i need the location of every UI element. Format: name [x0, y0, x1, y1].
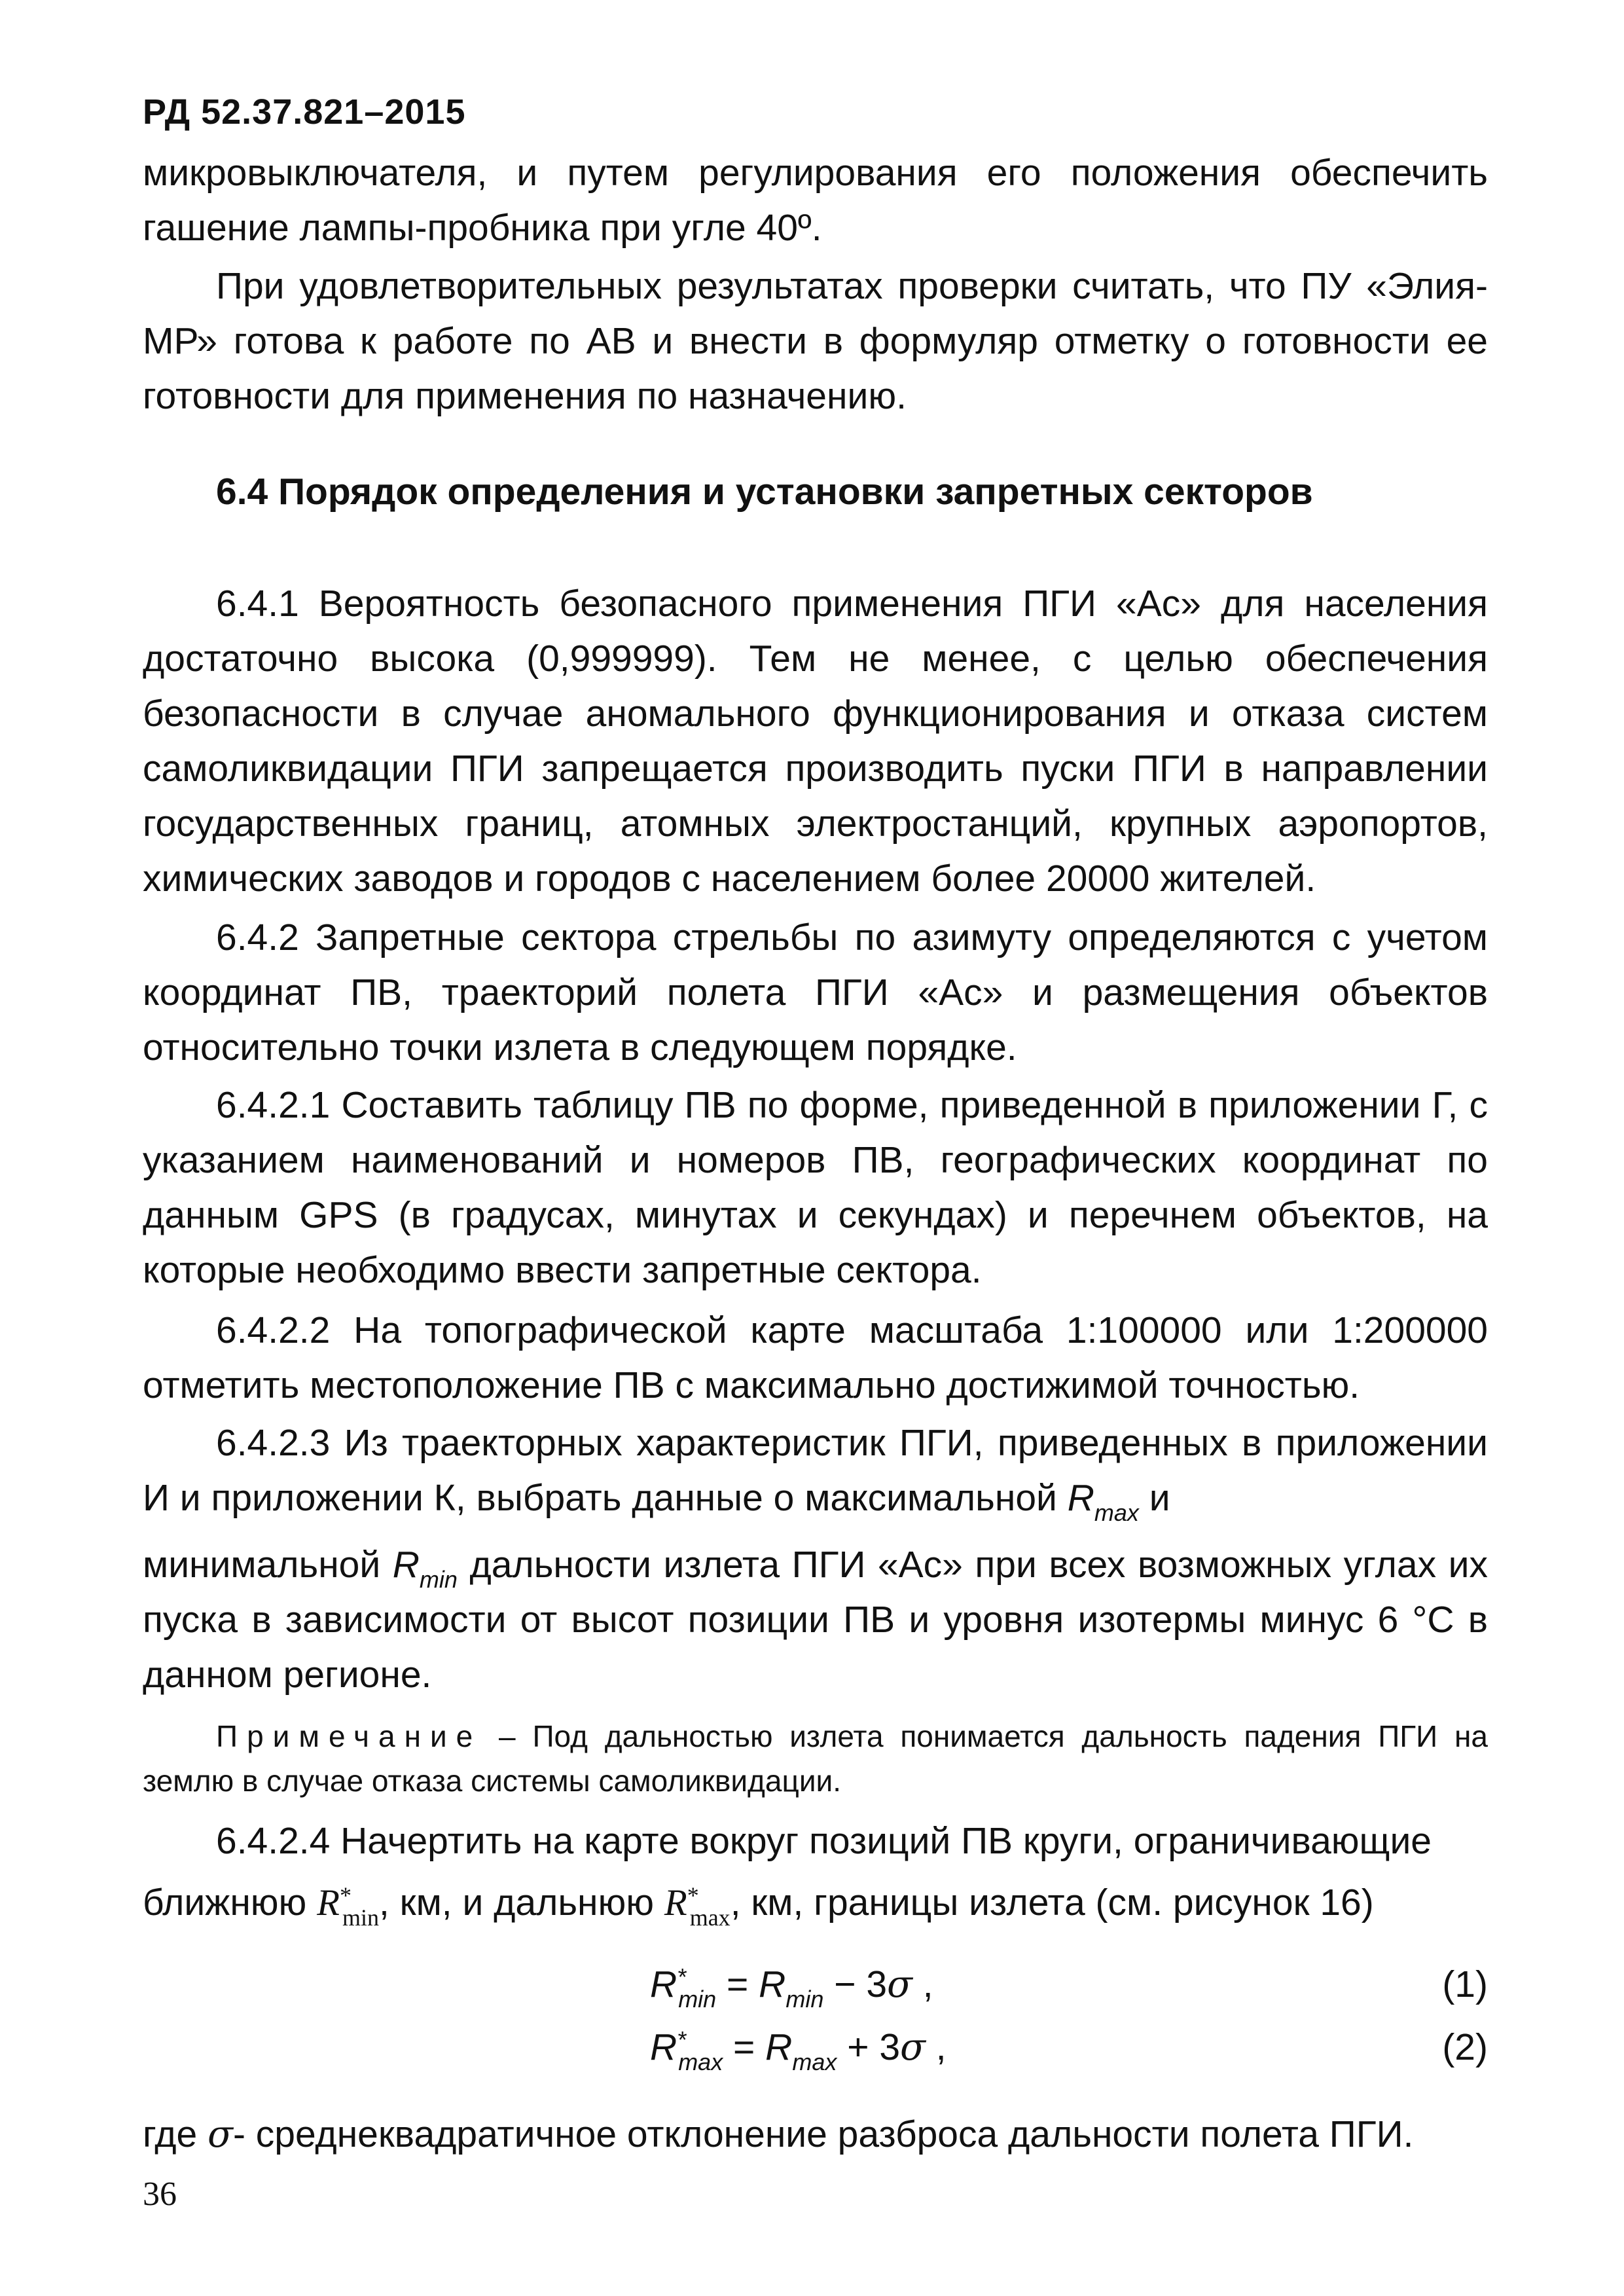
- note-block: [143, 1714, 1488, 1803]
- page-number: 36: [143, 2176, 177, 2213]
- paragraph-6-4-1: 6.4.1 Вероятность безопасного применения ПГИ «Ас» для населения достаточно высока (0,999999). Тем не менее, с целью обеспечения безопасности в случае аномального функционирования и отказа систем самоликвидации ПГИ запрещается производить пуски ПГИ в направлении государственных границ, атомных электростанций, крупных аэропортов, химических заводов и городов с населением более 20000 жителей.: [143, 583, 1488, 900]
- note-text: Под дальностью излета понимается дальность падения ПГИ на землю в случае отказа системы самоликвидации.: [143, 1719, 1488, 1798]
- r-max-symbol: $R_{max}$: [1067, 1477, 1139, 1526]
- equation-number: (2): [1442, 2026, 1488, 2068]
- note-label: Примечание: [216, 1719, 482, 1753]
- r-min-star-symbol: $R^*_{min}$: [317, 1882, 379, 1931]
- paragraph-text: 6.4.2.4 Начертить на карте вокруг позиций ПВ круги, ограничивающие: [216, 1820, 1432, 1862]
- equation-number: (1): [1442, 1963, 1488, 2005]
- paragraph-text: где: [143, 2113, 198, 2155]
- paragraph-6-4-2-1: 6.4.2.1 Составить таблицу ПВ по форме, приведенной в приложении Г, с указанием наименований и номеров ПВ, географических координат по данным GPS (в градусах, минутах и секундах) и перечнем объектов, на которые необходимо ввести запретные сектора.: [143, 1084, 1488, 1291]
- note-dash: –: [482, 1719, 533, 1753]
- paragraph-6-4-2-3-rest: [143, 1537, 1488, 1702]
- paragraph-text: ближнюю: [143, 1882, 307, 1923]
- paragraph-sigma-definition: [143, 2107, 1488, 2162]
- paragraph-6-4-2-3: [143, 1415, 1488, 1702]
- paragraph-6-4-2-3-line1: [143, 1415, 1488, 1525]
- paragraph-text: - среднеквадратичное отклонение разброса дальности полета ПГИ.: [232, 2113, 1414, 2155]
- equation-1: [143, 1963, 1488, 2015]
- r-min-symbol: $R_{min}$: [392, 1544, 458, 1593]
- paragraph-text: , км, границы излета (см. рисунок 16): [730, 1882, 1374, 1923]
- paragraph-text: дальности излета ПГИ «Ас» при всех возможных углах их пуска в зависимости от высот позиции ПВ и уровня изотермы минус 6 °С в данном регионе.: [143, 1544, 1488, 1696]
- paragraph-6-4-2: 6.4.2 Запретные сектора стрельбы по азимуту определяются с учетом координат ПВ, траекторий полета ПГИ «Ас» и размещения объектов относительно точки излета в следующем порядке.: [143, 917, 1488, 1068]
- paragraph-readiness: При удовлетворительных результатах проверки считать, что ПУ «Элия-МР» готова к работе по АВ и внести в формуляр отметку о готовности ее готовности для применения по назначению.: [143, 265, 1488, 417]
- paragraph-6-4-2-4: [143, 1813, 1488, 1931]
- paragraph-text: 6.4.2.3 Из траекторных характеристик ПГИ, приведенных в приложении И и приложении К, выбрать данные о максимальной: [143, 1422, 1488, 1519]
- sigma-symbol: σ: [208, 2113, 233, 2156]
- paragraph-text: , км, и дальнюю: [378, 1882, 655, 1923]
- r-max-star-symbol: $R^*_{max}$: [664, 1882, 731, 1931]
- paragraph-6-4-2-2: 6.4.2.2 На топографической карте масштаба 1:100000 или 1:200000 отметить местоположение ПВ с максимально достижимой точностью.: [143, 1309, 1488, 1406]
- equation-formula: $R^*_{min} = R_{min} - 3\sigma$ ,: [650, 1963, 933, 2013]
- paragraph-text: и: [1149, 1477, 1170, 1519]
- document-id-header: РД 52.37.821–2015: [143, 92, 466, 132]
- equation-formula: $R^*_{max} = R_{max} + 3\sigma$ ,: [650, 2026, 947, 2075]
- section-heading: 6.4 Порядок определения и установки запретных секторов: [216, 471, 1313, 513]
- paragraph-6-4-2-4-line2: [143, 1875, 1488, 1931]
- paragraph-continuation: микровыключателя, и путем регулирования его положения обеспечить гашение лампы-пробника при угле 40º.: [143, 152, 1488, 249]
- equation-2: [143, 2026, 1488, 2078]
- paragraph-text: минимальной: [143, 1544, 381, 1586]
